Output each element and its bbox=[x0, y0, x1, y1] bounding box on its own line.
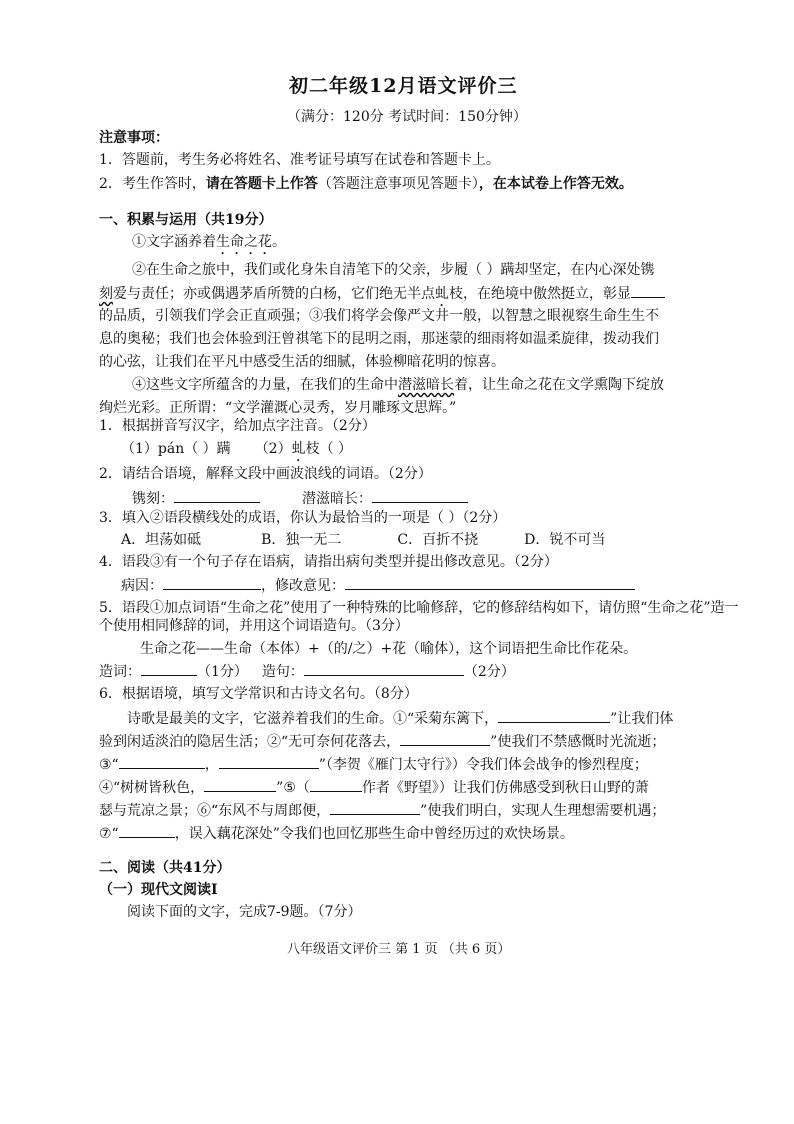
q1-part-b-post[interactable]: 枝（ ） bbox=[305, 441, 353, 457]
section2-intro: 阅读下面的文字，完成7-9题。（7分） bbox=[127, 904, 362, 920]
notice-item-2-post: ，在本试卷上作答无效。 bbox=[478, 176, 633, 192]
passage-para-1 bbox=[132, 232, 286, 258]
q3-option-c[interactable]: C．百折不挠 bbox=[397, 532, 479, 548]
q3-option-d[interactable]: D．锐不可当 bbox=[524, 532, 606, 548]
question-2-answers bbox=[132, 488, 468, 509]
question-6-line-4 bbox=[99, 777, 649, 798]
q6-l3a: ③“ bbox=[99, 757, 119, 773]
q4-label-cause: 病因： bbox=[121, 578, 163, 594]
q2-blank-a[interactable] bbox=[174, 488, 260, 503]
p2-l2-end: 枝，在绝境中傲然挺立，彰显 bbox=[449, 286, 631, 302]
section2-heading: 二、阅读（共41分） bbox=[99, 860, 231, 876]
notice-item-2-mid: （答题注意事项见答题卡） bbox=[317, 176, 479, 192]
q6-blank-4[interactable] bbox=[204, 777, 276, 792]
q4-label-fix: ，修改意见： bbox=[261, 578, 345, 594]
notice-item-2 bbox=[99, 174, 633, 194]
p1-pre: ①文字涵养着 bbox=[132, 234, 216, 250]
q6-blank-5[interactable] bbox=[310, 777, 362, 792]
q1-dotted-char: 虬 bbox=[291, 441, 306, 457]
passage-para-2-line-5: 的心弦，让我们在平凡中感受生活的细腻，体验柳暗花明的惊喜。 bbox=[99, 354, 505, 370]
question-5-line-1: 5．语段①加点词语“生命之花”使用了一种特殊的比喻修辞，它的修辞结构如下，请仿照“生命之花”造一 bbox=[99, 600, 739, 616]
p4-l1c: 着，让生命之花在文学熏陶下绽放 bbox=[454, 377, 664, 393]
question-5-answers bbox=[99, 661, 515, 682]
passage-para-2-line-1: ②在生命之旅中，我们或化身朱自清笔下的父亲，步履（ ）蹒却坚定，在内心深处镌 bbox=[132, 262, 655, 278]
question-5-line-2: 个使用相同修辞的词，并用这个词语造句。（3分） bbox=[99, 618, 409, 634]
q6-l6b: ，误入藕花深处”令我们也回忆那些生命中曾经历过的欢快场景。 bbox=[174, 826, 574, 842]
q6-blank-1[interactable] bbox=[498, 708, 610, 723]
q6-l1a: 诗歌是最美的文字，它滋养着我们的生命。①“采菊东篱下， bbox=[127, 711, 499, 727]
q6-blank-7[interactable] bbox=[119, 823, 175, 838]
passage-para-2-line-3: 的品质，引领我们学会正直顽强；③我们将学会像严文井一般，以智慧之眼视察生命生生不 bbox=[99, 308, 659, 324]
p1-dotted-word: 生命之花 bbox=[216, 234, 272, 250]
q6-blank-2[interactable] bbox=[400, 731, 490, 746]
p1-post: 。 bbox=[272, 234, 286, 250]
dotted-char: 虬 bbox=[435, 286, 449, 302]
question-6-line-3 bbox=[99, 754, 648, 775]
q6-blank-6[interactable] bbox=[330, 800, 420, 815]
p2-l2-mid: 爱与责任；亦或偶遇茅盾所赞的白杨，它们绝无半点 bbox=[113, 286, 435, 302]
question-5-example: 生命之花——生命（本体）+（的/之）+花（喻体），这个词语把生命比作花朵。 bbox=[140, 641, 638, 657]
question-4-answers bbox=[121, 575, 635, 596]
question-6-line-1 bbox=[127, 708, 673, 729]
q2-blank-b[interactable] bbox=[372, 488, 468, 503]
question-6-line-6 bbox=[99, 823, 574, 844]
q3-option-a[interactable]: A．坦荡如砥 bbox=[121, 532, 202, 548]
page-subtitle: （满分：120分 考试时间：150分钟） bbox=[287, 109, 527, 125]
q5-blank-sentence[interactable] bbox=[304, 661, 464, 676]
q6-l6a: ⑦“ bbox=[99, 826, 119, 842]
q6-l5b: ”使我们明白，实现人生理想需要机遇； bbox=[420, 803, 666, 819]
question-4: 4．语段③有一个句子存在语病，请指出病句类型并提出修改意见。（2分） bbox=[99, 554, 558, 570]
question-1-parts bbox=[121, 439, 352, 465]
question-3-options bbox=[121, 530, 605, 550]
q6-l2a: 验到闲适淡泊的隐居生活；②“无可奈何花落去， bbox=[99, 734, 401, 750]
q6-l3c: ”（李贺《雁门太守行》）令我们体会战争的惨烈程度； bbox=[318, 757, 648, 773]
question-6: 6．根据语境，填写文学常识和古诗文名句。（8分） bbox=[99, 686, 418, 702]
q6-l4b: ”⑤（ bbox=[276, 780, 310, 796]
q5-score-sentence: （2分） bbox=[463, 664, 515, 680]
q6-blank-3b[interactable] bbox=[219, 754, 319, 769]
page-footer: 八年级语文评价三 第 1 页 （共 6 页） bbox=[287, 942, 511, 957]
q6-l5a: 瑟与荒凉之景；⑥“东风不与周郎便， bbox=[99, 803, 331, 819]
q5-score-word: （1分） bbox=[197, 664, 248, 680]
q6-l2b: ”使我们不禁感慨时光流逝； bbox=[490, 734, 666, 750]
notice-item-2-bold: 请在答题卡上作答 bbox=[205, 176, 318, 192]
q1-part-a[interactable]: （1）pán（ ）蹒 bbox=[121, 441, 231, 457]
q6-l3b: ， bbox=[204, 757, 219, 773]
notice-heading: 注意事项： bbox=[99, 130, 169, 146]
question-3: 3．填入②语段横线处的成语，你认为最恰当的一项是（ ）（2分） bbox=[99, 510, 507, 526]
q6-blank-3a[interactable] bbox=[119, 754, 205, 769]
section2-subheading: （一）现代文阅读Ⅰ bbox=[99, 882, 218, 898]
section1-heading: 一、积累与运用（共19分） bbox=[99, 212, 273, 228]
q6-l4c: 作者《野望》）让我们仿佛感受到秋日山野的萧 bbox=[361, 780, 649, 796]
q2-label-b: 潜滋暗长： bbox=[302, 491, 372, 507]
passage-para-2-line-4: 息的奥秘；我们也会体验到汪曾祺笔下的昆明之雨，那迷蒙的细雨将如温柔旋律，拨动我们 bbox=[99, 331, 659, 347]
q5-blank-word[interactable] bbox=[141, 661, 197, 676]
q4-blank-cause[interactable] bbox=[163, 575, 261, 590]
q5-label-word: 造词： bbox=[99, 664, 141, 680]
wavy-word: 刻 bbox=[99, 286, 113, 302]
q5-label-sentence: 造句： bbox=[261, 664, 304, 680]
passage-para-4-line-2: 绚烂光彩。正所谓：“文学灌溉心灵秀，岁月雕琢文思辉。” bbox=[99, 400, 457, 416]
answer-blank[interactable] bbox=[631, 283, 665, 298]
q6-l4a: ④“树树皆秋色， bbox=[99, 780, 205, 796]
q6-l1b: ”让我们体 bbox=[610, 711, 674, 727]
q1-part-b-pre: （2） bbox=[254, 441, 292, 457]
question-1: 1．根据拼音写汉字，给加点字注音。（2分） bbox=[99, 418, 376, 434]
wavy-phrase: 潜滋暗长 bbox=[398, 377, 454, 393]
question-6-line-2 bbox=[99, 731, 665, 752]
question-2: 2．请结合语境，解释文段中画波浪线的词语。（2分） bbox=[99, 466, 432, 482]
p4-l1a: ④这些文字所蕴含的力量，在我们的生命中 bbox=[132, 377, 398, 393]
page-title: 初二年级12月语文评价三 bbox=[289, 75, 518, 97]
q3-option-b[interactable]: B．独一无二 bbox=[261, 532, 342, 548]
passage-para-4-line-1 bbox=[132, 375, 664, 395]
notice-item-2-pre: 2．考生作答时， bbox=[99, 176, 206, 192]
q4-blank-fix[interactable] bbox=[345, 575, 635, 590]
question-6-line-5 bbox=[99, 800, 665, 821]
notice-item-1: 1．答题前，考生务必将姓名、准考证号填写在试卷和答题卡上。 bbox=[99, 152, 500, 168]
q2-label-a: 镌刻： bbox=[132, 491, 174, 507]
